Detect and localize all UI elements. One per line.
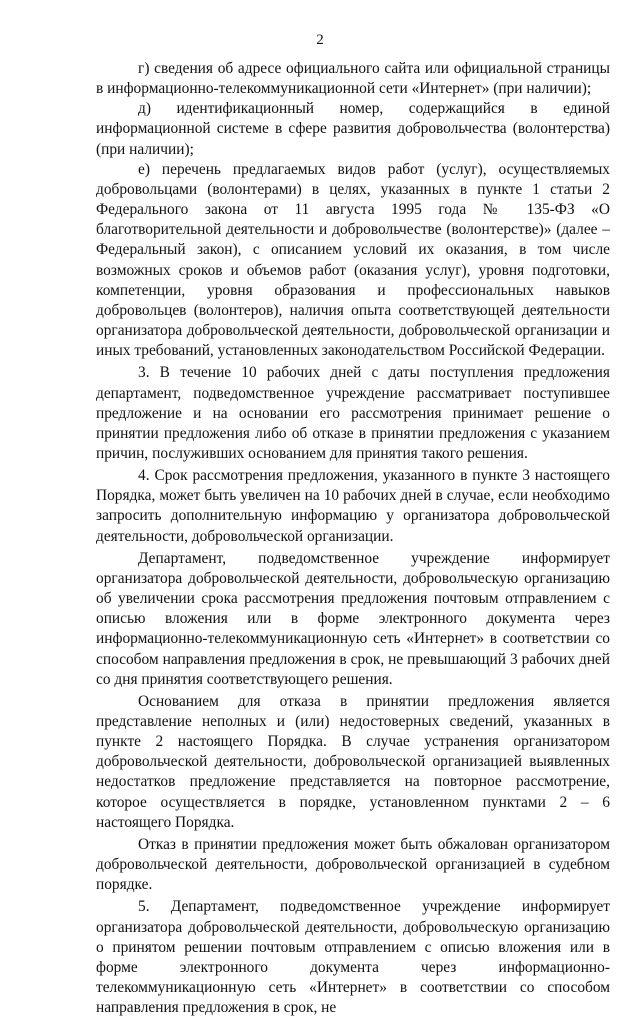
paragraph-item-g: г) сведения об адресе официального сайта или официальной страницы в информационно-телекоммуникационной сети «Интернет» (при наличии); xyxy=(96,60,610,98)
paragraph-item-e: е) перечень предлагаемых видов работ (услуг), осуществляемых добровольцами (волонтерами) в целях, указанных в пункте 1 статьи 2 Федерального закона от 11 августа 1995 года № 135-ФЗ «О благотворительной деятельности и добровольчестве (волонтерстве)» (далее – Федеральный закон), с описанием условий их оказания, в том числе возможных сроков и объемов работ (оказания услуг), уровня подготовки, компетенции, уровня образования и профессиональных навыков добровольцев (волонтеров), наличия опыта соответствующей деятельности организатора добровольческой деятельности, добровольческой организации и иных требований, установленных законодательством Российской Федерации. xyxy=(96,160,610,360)
paragraph-clause-3: 3. В течение 10 рабочих дней с даты поступления предложения департамент, подведомственное учреждение рассматривает поступившее предложение и на основании его рассмотрения принимает решение о принятии предложения либо об отказе в принятии предложения с указанием причин, послуживших основанием для принятия такого решения. xyxy=(96,364,610,462)
paragraph-appeal: Отказ в принятии предложения может быть обжалован организатором добровольческой деятельности, добровольческой организацией в судебном порядке. xyxy=(96,835,610,894)
paragraph-refusal-grounds: Основанием для отказа в принятии предложения является представление неполных и (или) недостоверных сведений, указанных в пункте 2 настоящего Порядка. В случае устранения организатором добровольческой деятельности, добровольческой организацией выявленных недостатков предложение представляется на повторное рассмотрение, которое осуществляется в порядке, установленном пунктами 2 – 6 настоящего Порядка. xyxy=(96,692,610,831)
paragraph-extension-notice: Департамент, подведомственное учреждение информирует организатора добровольческой деятельности, добровольческую организацию об увеличении срока рассмотрения предложения почтовым отправлением с описью вложения или в форме электронного документа через информационно-телекоммуникационную сеть «Интернет» в соответствии со способом направления предложения в срок, не превышающий 3 рабочих дней со дня принятия соответствующего решения. xyxy=(96,549,610,688)
page-number: 2 xyxy=(316,32,324,48)
paragraph-clause-4: 4. Срок рассмотрения предложения, указанного в пункте 3 настоящего Порядка, может быть увеличен на 10 рабочих дней в случае, если необходимо запросить дополнительную информацию у организатора добровольческой деятельности, добровольческой организации. xyxy=(96,467,610,545)
document-body xyxy=(96,59,610,1018)
paragraph-item-d: д) идентификационный номер, содержащийся в единой информационной системе в сфере развития добровольчества (волонтерства) (при наличии); xyxy=(96,100,610,158)
paragraph-clause-5: 5. Департамент, подведомственное учреждение информирует организатора добровольческой деятельности, добровольческую организацию о принятом решении почтовым отправлением с описью вложения или в форме электронного документа через информационно-телекоммуникационную сеть «Интернет» в соответствии со способом направления предложения в срок, не xyxy=(96,898,610,1017)
